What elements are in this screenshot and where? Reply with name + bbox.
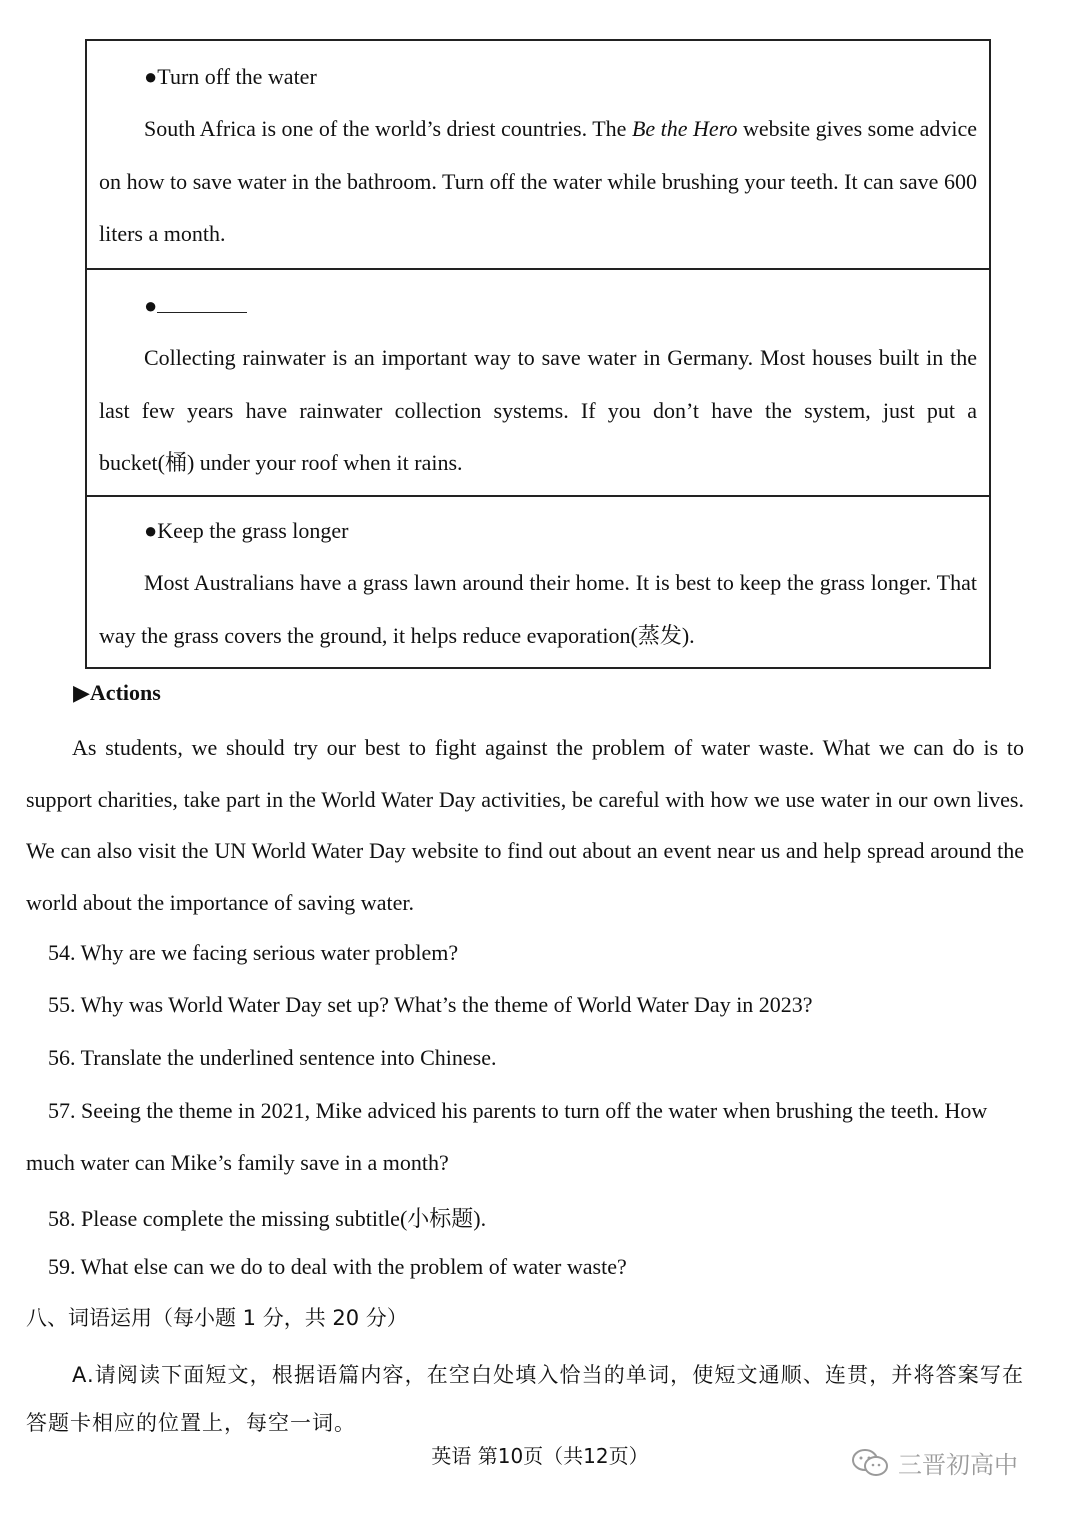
tips-table [85,39,991,669]
tip-body-text: South Africa is one of the world’s driest countries. The [144,116,632,141]
question-54: 54. Why are we facing serious water problem? [48,940,459,965]
watermark-text: 三晋初高中 [898,1451,1018,1479]
section-instruction: A.请阅读下面短文，根据语篇内容，在空白处填入恰当的单词，使短文通顺、连贯，并将答案写在答题卡相应的位置上，每空一词。 [26,1363,1024,1435]
wechat-icon [850,1448,890,1478]
tip-body-text: website gives some advice on how to save water in the bathroom. Turn off the water while brushing your teeth. It can save 600 liters a month. [99,116,977,246]
question-55: 55. Why was World Water Day set up? What’s the theme of World Water Day in 2023? [48,992,813,1017]
watermark [850,1445,1018,1480]
question-56: 56. Translate the underlined sentence into Chinese. [48,1045,497,1070]
tip-body [99,103,977,261]
question-58: 58. Please complete the missing subtitle(小标题). [48,1206,487,1231]
tip-cell [87,41,989,268]
tip-body: Most Australians have a grass lawn around their home. It is best to keep the grass longer. That way the grass covers the ground, it helps reduce evaporation(蒸发). [99,570,977,648]
website-name: Be the Hero [631,116,738,141]
answer-blank[interactable] [157,290,247,313]
tip-heading: ●Turn off the water [144,64,317,89]
tip-heading: ●Keep the grass longer [144,518,349,543]
question-59: 59. What else can we do to deal with the problem of water waste? [48,1254,627,1279]
actions-paragraph: As students, we should try our best to fight against the problem of water waste. What we can do is to support charities, take part in the World Water Day activities, be careful with how we use water in our own lives. We can also visit the UN World Water Day website to find out about an event near us and help spread around the world about the importance of saving water. [26,735,1024,915]
bullet: ● [144,293,158,318]
tip-cell [87,268,989,495]
actions-heading: ▶Actions [73,680,161,705]
section-heading: 八、词语运用（每小题 1 分，共 20 分） [26,1306,408,1330]
page-footer: 英语 第10页（共12页） [431,1444,649,1468]
tip-heading-missing [99,270,977,332]
tip-body: Collecting rainwater is an important way to save water in Germany. Most houses built in the last few years have rainwater collection systems. If you don’t have the system, just put a bucket(桶) under your roof when it rains. [99,345,977,475]
question-57: 57. Seeing the theme in 2021, Mike adviced his parents to turn off the water when brushing the teeth. How much water can Mike’s family save in a month? [26,1098,988,1175]
tip-cell [87,495,989,667]
